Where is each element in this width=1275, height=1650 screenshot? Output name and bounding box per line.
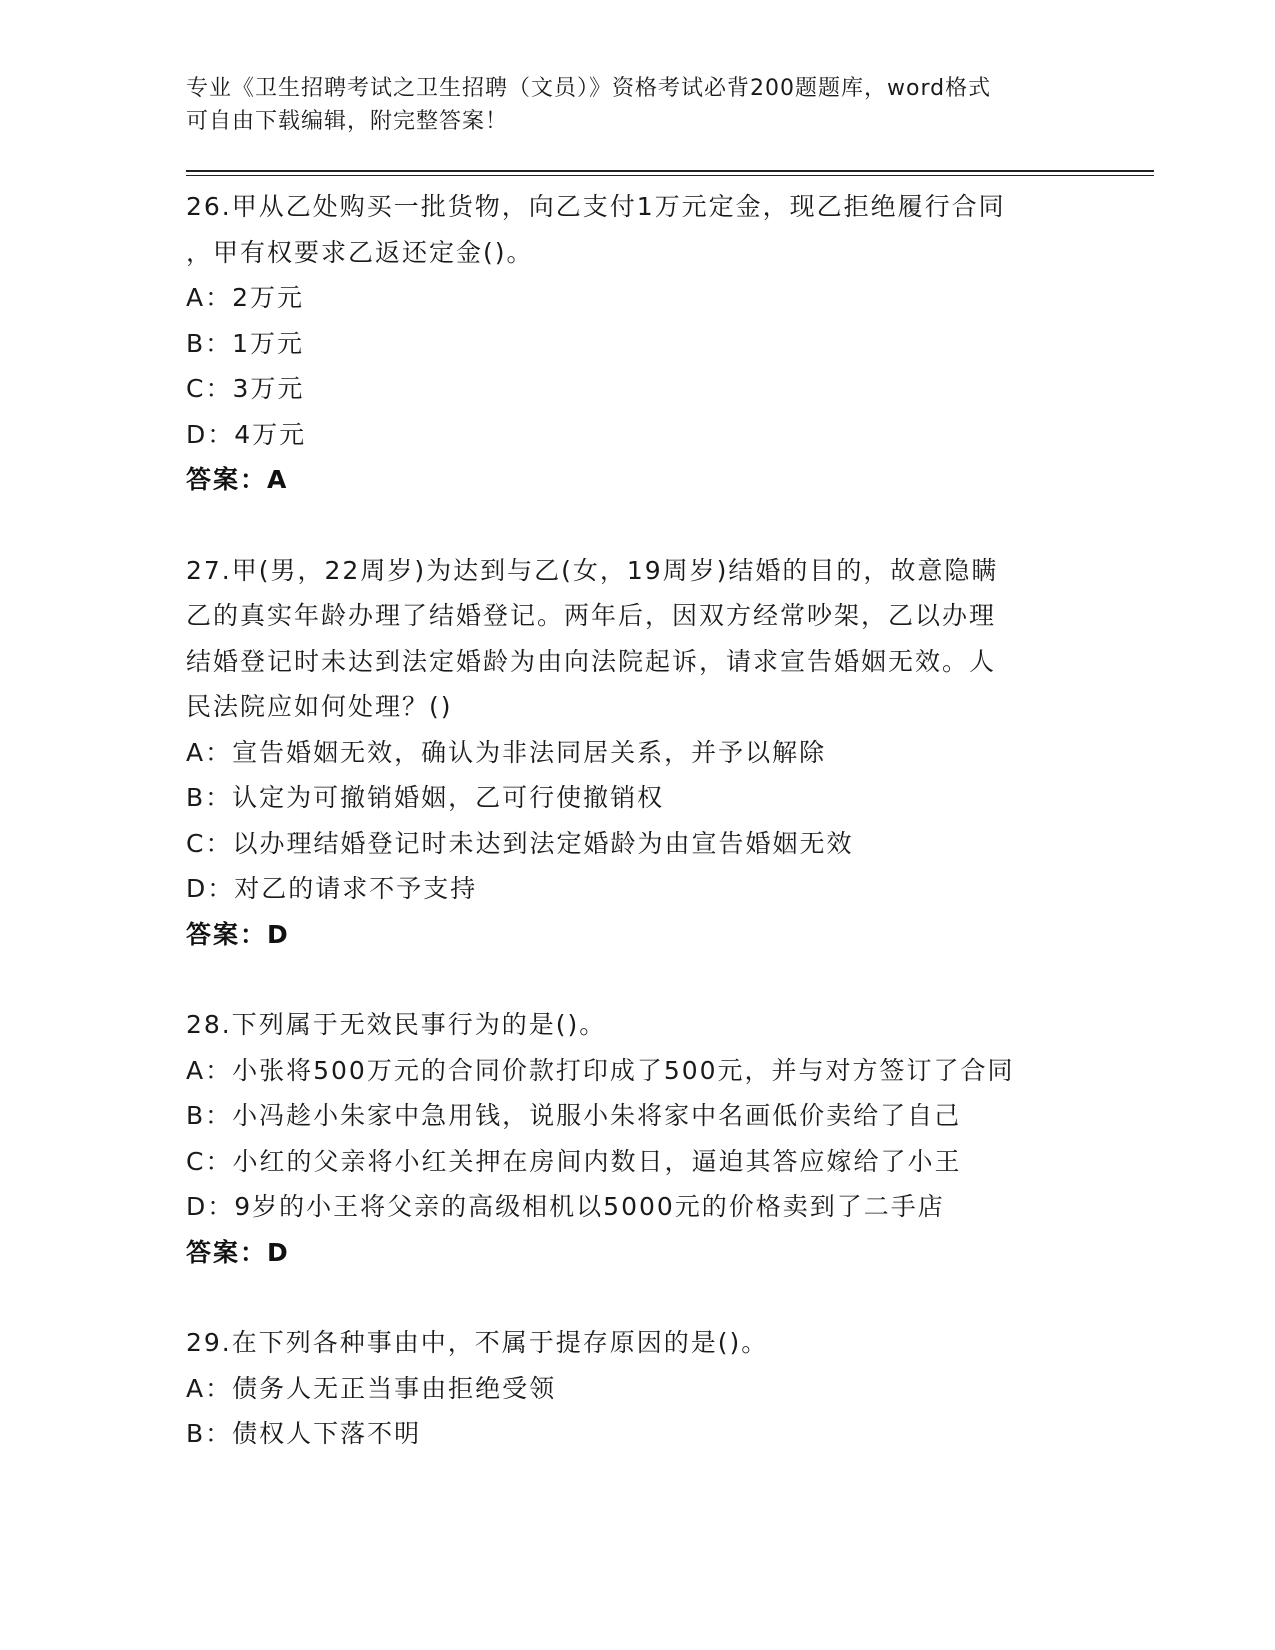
answer-option: B：1万元 bbox=[186, 328, 305, 358]
question-stem: 乙的真实年龄办理了结婚登记。两年后，因双方经常吵架，乙以办理 bbox=[186, 601, 997, 630]
question-stem: 28.下列属于无效民事行为的是()。 bbox=[186, 1010, 607, 1039]
answer-option: B：认定为可撤销婚姻，乙可行使撤销权 bbox=[186, 783, 665, 812]
question-stem: 民法院应如何处理？() bbox=[186, 692, 453, 721]
document-header bbox=[186, 72, 1156, 138]
answer-option: A：宣告婚姻无效，确认为非法同居关系，并予以解除 bbox=[186, 737, 827, 767]
answer-key: 答案：A bbox=[186, 465, 289, 494]
answer-key: 答案：D bbox=[186, 1237, 290, 1267]
answer-option: A：债务人无正当事由拒绝受领 bbox=[186, 1373, 557, 1403]
answer-option: B：债权人下落不明 bbox=[186, 1419, 422, 1448]
question-block bbox=[186, 184, 1156, 503]
answer-option: D：对乙的请求不予支持 bbox=[186, 874, 478, 903]
question-stem: 结婚登记时未达到法定婚龄为由向法院起诉，请求宣告婚姻无效。人 bbox=[186, 646, 997, 676]
question-stem: 29.在下列各种事由中，不属于提存原因的是()。 bbox=[186, 1328, 769, 1357]
question-block bbox=[186, 548, 1156, 958]
question-block bbox=[186, 1002, 1156, 1275]
document-page bbox=[186, 72, 1156, 1457]
answer-option: D：9岁的小王将父亲的高级相机以5000元的价格卖到了二手店 bbox=[186, 1192, 945, 1221]
answer-option: C：3万元 bbox=[186, 374, 305, 403]
header-line: 可自由下载编辑，附完整答案！ bbox=[186, 109, 509, 134]
answer-option: A：2万元 bbox=[186, 283, 305, 312]
question-stem: ，甲有权要求乙返还定金()。 bbox=[186, 237, 534, 267]
answer-option: D：4万元 bbox=[186, 419, 307, 449]
answer-key: 答案：D bbox=[186, 919, 290, 949]
header-line: 专业《卫生招聘考试之卫生招聘（文员）》资格考试必背200题题库，word格式 bbox=[186, 76, 992, 101]
answer-option: A：小张将500万元的合同价款打印成了500元，并与对方签订了合同 bbox=[186, 1055, 1015, 1085]
question-block bbox=[186, 1320, 1156, 1457]
question-list bbox=[186, 184, 1156, 1457]
answer-option: C：以办理结婚登记时未达到法定婚龄为由宣告婚姻无效 bbox=[186, 828, 854, 858]
answer-option: B：小冯趁小朱家中急用钱，说服小朱将家中名画低价卖给了自己 bbox=[186, 1101, 962, 1130]
question-stem: 26.甲从乙处购买一批货物，向乙支付1万元定金，现乙拒绝履行合同 bbox=[186, 192, 1006, 221]
answer-option: C：小红的父亲将小红关押在房间内数日，逼迫其答应嫁给了小王 bbox=[186, 1146, 962, 1176]
header-divider bbox=[186, 170, 1154, 176]
question-stem: 27.甲(男，22周岁)为达到与乙(女，19周岁)结婚的目的，故意隐瞒 bbox=[186, 555, 999, 585]
